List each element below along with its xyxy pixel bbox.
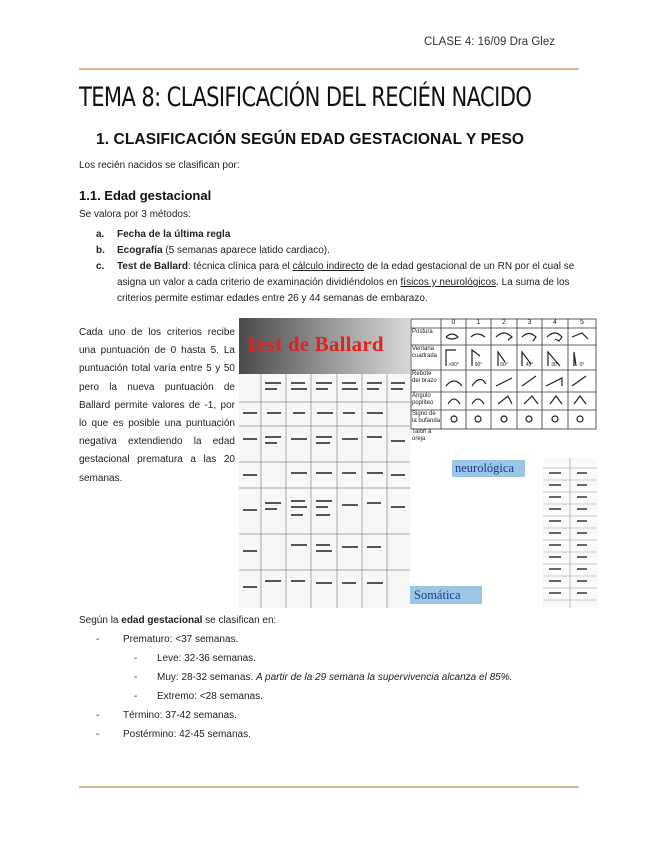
score-header: 2 xyxy=(502,319,506,326)
ballard-title-banner xyxy=(239,318,410,374)
section-intro: Los recién nacidos se clasifican por: xyxy=(79,160,240,171)
classification-list xyxy=(79,630,599,744)
lead-text: se clasifican en: xyxy=(202,615,277,626)
item-text: Muy: 28-32 semanas. xyxy=(157,672,256,683)
list-item: - Término: 37-42 semanas. xyxy=(79,706,599,725)
ballard-title: Test de Ballard xyxy=(245,332,384,356)
list-item xyxy=(79,668,599,687)
list-item: - Extremo: <28 semanas. xyxy=(79,687,599,706)
neuro-score-header xyxy=(441,319,597,326)
method-underline: físicos y neurológicos xyxy=(400,277,497,288)
method-text: (5 semanas aparece latido cardiaco). xyxy=(162,245,330,256)
list-marker: c. xyxy=(96,261,105,272)
list-item xyxy=(79,243,579,259)
method-text: . La suma de los criterios permite estimar edades entre 26 y 44 semanas de embarazo. xyxy=(117,277,570,304)
angle-label: 90° xyxy=(474,362,483,368)
neuro-row-label: Signo de la bufanda xyxy=(412,411,441,424)
methods-list xyxy=(79,227,579,307)
neuro-row-label: Talón a oreja xyxy=(412,429,432,442)
angle-label: 60° xyxy=(500,362,508,368)
angle-label: 45° xyxy=(525,362,534,368)
angle-label: >90° xyxy=(448,362,459,368)
page-header: CLASE 4: 16/09 Dra Glez xyxy=(423,36,555,48)
list-item xyxy=(79,227,579,243)
neuro-tag: neurológica xyxy=(452,460,525,477)
method-title: Test de Ballard xyxy=(117,261,188,272)
list-item: - Leve: 32-36 semanas. xyxy=(79,649,599,668)
list-marker: a. xyxy=(96,229,105,240)
list-item: - Prematuro: <37 semanas. xyxy=(79,630,599,649)
somatic-grid-lines xyxy=(239,374,410,608)
lead-bold: edad gestacional xyxy=(121,615,203,626)
score-header: 1 xyxy=(476,319,481,326)
methods-lead: Se valora por 3 métodos: xyxy=(79,209,191,220)
score-header: 3 xyxy=(527,319,532,326)
score-header: 5 xyxy=(580,319,584,326)
item-italic: A partir de la 29 semana la supervivencia alcanza el 85%. xyxy=(255,672,513,683)
page-title: TEMA 8: CLASIFICACIÓN DEL RECIÉN NACIDO xyxy=(79,82,532,113)
top-divider xyxy=(79,68,579,70)
bottom-divider xyxy=(79,786,579,788)
angle-label: 30° xyxy=(551,362,559,368)
method-text: : técnica clínica para el xyxy=(187,261,293,272)
score-header: 0 xyxy=(451,319,456,326)
maturity-rating-scale xyxy=(543,458,597,608)
list-item: - Postérmino: 42-45 semanas. xyxy=(79,725,599,744)
scale-grid xyxy=(543,458,597,608)
lead-text: Según la xyxy=(79,615,122,626)
score-header: 4 xyxy=(553,319,557,326)
subsection-heading: 1.1. Edad gestacional xyxy=(79,188,212,203)
method-text: de la edad gestacional de un RN por el cual se asigna un valor a cada criterio de examinación dividiéndolos en xyxy=(117,261,575,288)
neuro-row-label: Rebote del brazo xyxy=(412,371,437,384)
neuromuscular-maturity-table xyxy=(410,318,597,475)
neuro-row-label: Ventana cuadrada xyxy=(412,346,438,359)
list-item xyxy=(79,259,579,307)
section-heading: 1. CLASIFICACIÓN SEGÚN EDAD GESTACIONAL Y PESO xyxy=(96,131,525,148)
angle-labels xyxy=(441,362,597,368)
ballard-paragraph: Cada uno de los criterios recibe una puntuación de 0 hasta 5. La puntuación total varía entre 5 y 50 pero la nueva puntuación de Ballard permite valores de -1, por lo que es posible una puntuación negativa extendiendo la edad gestacional prematura a las 20 semanas. xyxy=(79,327,235,484)
classification-lead xyxy=(79,615,276,626)
angle-label: 0° xyxy=(579,362,585,368)
somatic-tag: Somática xyxy=(410,586,482,604)
method-title: Fecha de la última regla xyxy=(117,229,231,240)
neuro-row-labels xyxy=(412,329,441,443)
method-underline: cálculo indirecto xyxy=(292,261,365,272)
ballard-figure xyxy=(239,318,597,608)
neuro-row-label: Postura xyxy=(412,329,433,335)
list-marker: b. xyxy=(96,245,105,256)
method-title: Ecografía xyxy=(117,245,163,256)
neuro-row-label: Ángulo poplíteo xyxy=(412,393,434,406)
